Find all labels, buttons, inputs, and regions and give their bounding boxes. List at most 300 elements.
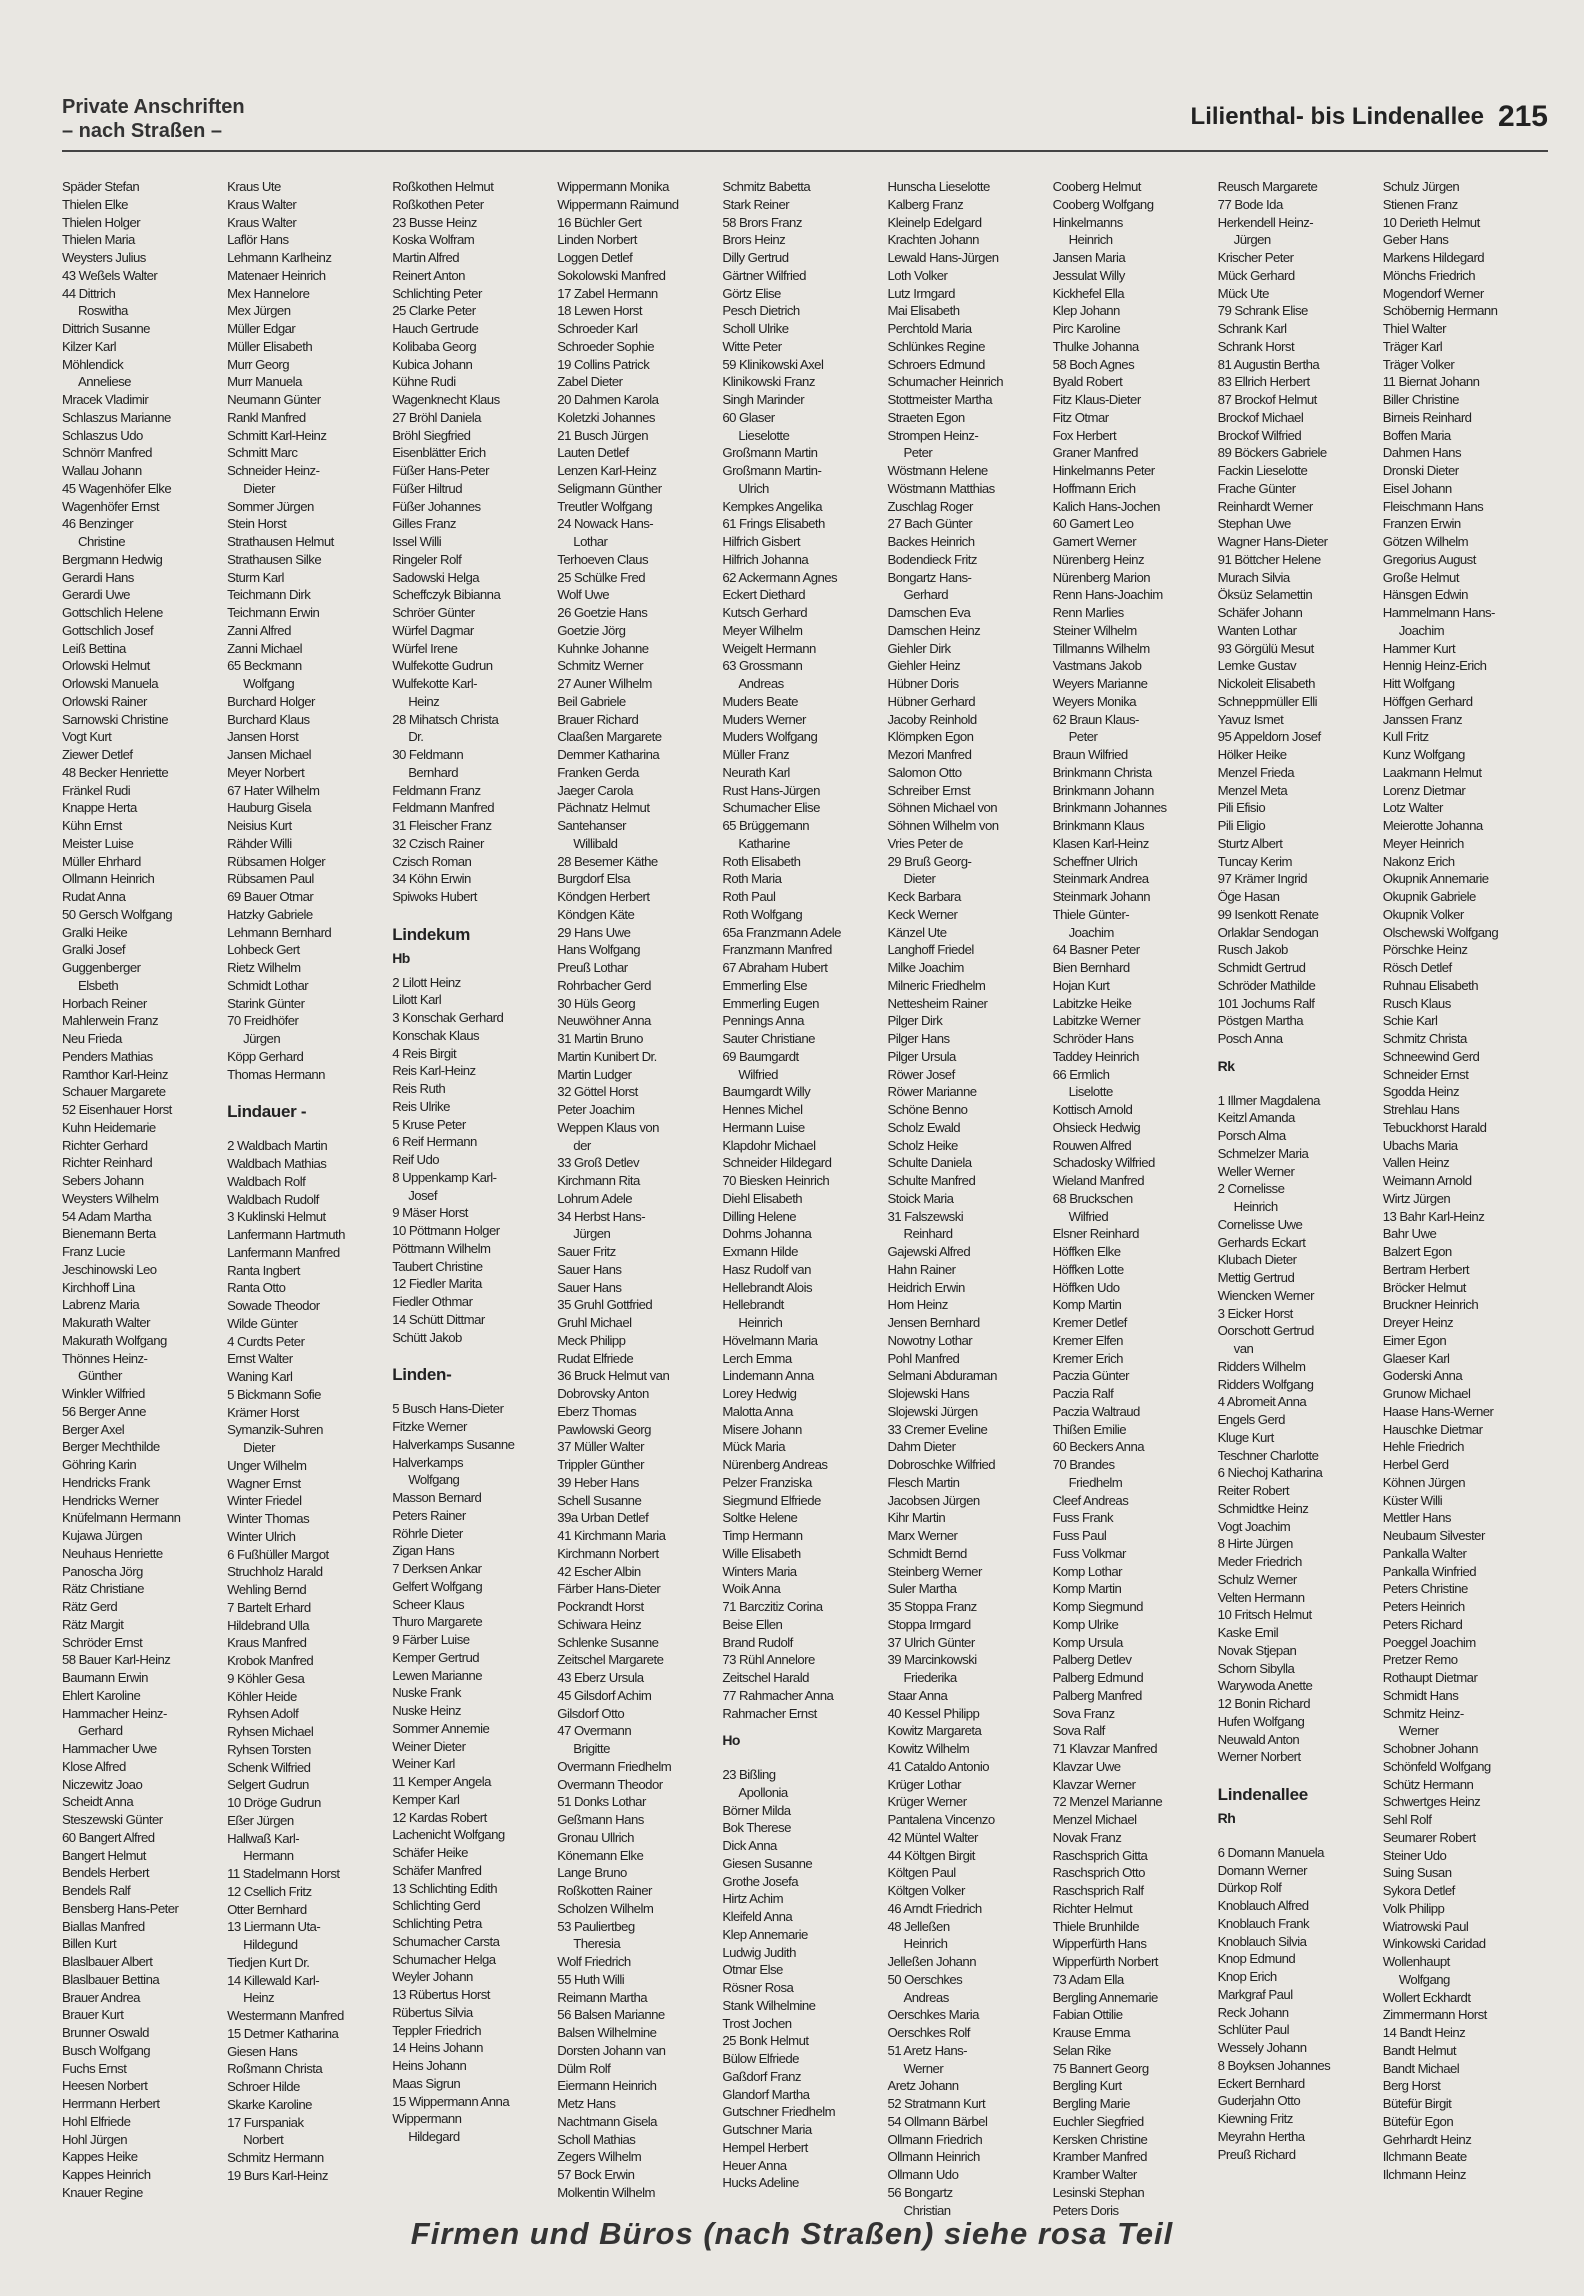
resident-entry: Bahr Uwe (1382, 1226, 1437, 1242)
resident-entry: Dülm Rolf (557, 2060, 611, 2076)
resident-entry: Oorschott Gertrud (1217, 1323, 1314, 1339)
resident-entry: Suing Susan (1382, 1865, 1452, 1881)
resident-entry: Schumacher Carsta (392, 1933, 500, 1949)
directory-column (1218, 178, 1383, 2198)
resident-entry: Pirc Karoline (1052, 321, 1121, 336)
resident-entry: Ernst Walter (227, 1351, 293, 1367)
resident-entry: Reinert Anton (392, 267, 465, 283)
resident-entry: Seumarer Robert (1382, 1829, 1476, 1845)
resident-entry: Brinkmann Johann (1052, 782, 1154, 798)
resident-entry: Schröer Günter (392, 605, 475, 620)
resident-entry: 62 Braun Klaus- (1052, 711, 1139, 727)
resident-entry: Sykora Detlef (1382, 1883, 1455, 1898)
resident-entry: Milneric Friedhelm (887, 977, 986, 993)
resident-entry: 52 Stratmann Kurt (887, 2096, 986, 2111)
resident-entry: Sokolowski Manfred (557, 267, 666, 283)
resident-entry: Ranta Otto (227, 1280, 286, 1296)
resident-entry: Götzen Wilhelm (1382, 534, 1469, 549)
resident-entry: 37 Ulrich Günter (887, 1634, 975, 1650)
resident-entry: Raschsprich Otto (1052, 1865, 1145, 1881)
entry-continuation: Christian (903, 2202, 951, 2218)
resident-entry: Richter Reinhard (62, 1155, 153, 1171)
resident-entry: Fox Herbert (1052, 427, 1117, 443)
street-heading: Lindekum (392, 924, 471, 944)
resident-entry: Glandorf Martha (722, 2086, 810, 2102)
entry-continuation: Wilfried (1068, 1208, 1109, 1224)
resident-entry: Thielen Elke (62, 196, 128, 212)
resident-entry: Velten Hermann (1217, 1589, 1305, 1605)
resident-entry: Guggenberger (62, 960, 141, 975)
resident-entry: 12 Fiedler Marita (392, 1276, 482, 1292)
resident-entry: 5 Bickmann Sofie (227, 1386, 321, 1402)
resident-entry: Menzel Meta (1217, 782, 1288, 798)
resident-entry: Hinkelmanns Peter (1052, 463, 1155, 478)
resident-entry: Rähder Willi (227, 835, 292, 851)
resident-entry: Mex Hannelore (227, 285, 310, 301)
resident-entry: Pilger Dirk (887, 1013, 943, 1029)
resident-entry: Euchler Siegfried (1052, 2113, 1144, 2129)
resident-entry: Bienemann Berta (62, 1226, 156, 1242)
resident-entry: Makurath Wolfgang (62, 1332, 167, 1348)
resident-entry: Hövelmann Maria (722, 1332, 818, 1348)
resident-entry: Emmerling Else (722, 977, 808, 993)
resident-entry: Preuß Lothar (557, 960, 628, 975)
resident-entry: Glaeser Karl (1382, 1350, 1450, 1366)
district-code: Rh (1217, 1810, 1236, 1826)
resident-entry: Perchtold Maria (887, 321, 972, 336)
entry-continuation: van (1233, 1341, 1254, 1356)
resident-entry: Schreiber Ernst (887, 782, 971, 798)
resident-entry: Paczia Waltraud (1052, 1403, 1140, 1419)
resident-entry: Mezori Manfred (887, 747, 972, 762)
resident-entry: Brauer Richard (557, 711, 639, 727)
resident-entry: 65 Beckmann (227, 658, 302, 674)
resident-entry: Sarnowski Christine (62, 711, 169, 727)
resident-entry: Nuske Frank (392, 1685, 461, 1701)
resident-entry: Okupnik Gabriele (1382, 889, 1476, 904)
entry-continuation: Anneliese (78, 374, 131, 390)
resident-entry: 89 Böckers Gabriele (1217, 445, 1327, 461)
resident-entry: Gamert Werner (1052, 534, 1137, 549)
resident-entry: Schmitz Werner (557, 658, 644, 674)
resident-entry: Hübner Gerhard (887, 693, 976, 709)
resident-entry: Issel Willi (392, 534, 442, 549)
resident-entry: Eberz Thomas (557, 1403, 637, 1419)
resident-entry: Schroeder Sophie (557, 338, 655, 354)
resident-entry: Füßer Hans-Peter (392, 463, 489, 478)
resident-entry: 9 Köhler Gesa (227, 1670, 305, 1686)
resident-entry: 44 Költgen Birgit (887, 1847, 975, 1863)
resident-entry: Birneis Reinhard (1382, 409, 1472, 425)
resident-entry: Große Helmut (1382, 569, 1459, 585)
resident-entry: 73 Adam Ella (1052, 1971, 1124, 1987)
resident-entry: Waldbach Mathias (227, 1156, 327, 1171)
resident-entry: Roth Maria (722, 871, 782, 887)
resident-entry: Kühne Rudi (392, 374, 456, 390)
resident-entry: Franz Lucie (62, 1244, 125, 1259)
resident-entry: Kempkes Angelika (722, 498, 823, 514)
footer-note: Firmen und Büros (nach Straßen) siehe rosa Teil (410, 2216, 1174, 2251)
resident-entry: Thiele Brunhilde (1052, 1918, 1140, 1934)
resident-entry: Könemann Elke (557, 1847, 644, 1863)
resident-entry: Mai Elisabeth (887, 303, 960, 319)
resident-entry: Teppler Friedrich (392, 2022, 482, 2038)
directory-column (722, 178, 887, 2198)
resident-entry: Fitzke Werner (392, 1419, 467, 1434)
resident-entry: Richter Gerhard (62, 1137, 148, 1153)
resident-entry: Sowade Theodor (227, 1298, 320, 1313)
resident-entry: Pohl Manfred (887, 1350, 960, 1366)
resident-entry: Lerch Emma (722, 1350, 792, 1366)
resident-entry: Struchholz Harald (227, 1564, 323, 1580)
resident-entry: Lanfermann Manfred (227, 1244, 340, 1260)
resident-entry: Kalich Hans-Jochen (1052, 498, 1160, 514)
resident-entry: Hennig Heinz-Erich (1382, 658, 1487, 674)
resident-entry: 54 Adam Martha (62, 1208, 152, 1224)
resident-entry: Wulfekotte Karl- (392, 676, 477, 691)
resident-entry: Krämer Horst (227, 1404, 299, 1420)
resident-entry: Pesch Dietrich (722, 303, 800, 319)
resident-entry: 9 Mäser Horst (392, 1205, 468, 1221)
resident-entry: 2 Lilott Heinz (392, 974, 461, 990)
resident-entry: Herrmann Herbert (62, 2096, 160, 2111)
resident-entry: Köpp Gerhard (227, 1048, 304, 1064)
resident-entry: Komp Martin (1052, 1581, 1122, 1597)
resident-entry: Hammelmann Hans- (1382, 605, 1495, 620)
resident-entry: Fleischmann Hans (1382, 498, 1484, 514)
resident-entry: Köndgen Herbert (557, 889, 650, 904)
resident-entry: Träger Karl (1382, 338, 1443, 354)
resident-entry: 59 Klinikowski Axel (722, 356, 824, 372)
resident-entry: 73 Rühl Annelore (722, 1652, 815, 1668)
resident-entry: Reiter Robert (1217, 1483, 1289, 1498)
resident-entry: Dobroschke Wilfried (887, 1457, 996, 1472)
spacer (227, 1127, 392, 1137)
resident-entry: Neu Frieda (62, 1031, 122, 1046)
resident-entry: 41 Kirchmann Maria (557, 1528, 666, 1543)
resident-entry: Krobok Manfred (227, 1653, 314, 1668)
resident-entry: 44 Dittrich (62, 285, 116, 301)
resident-entry: Orlowski Manuela (62, 676, 159, 691)
resident-entry: Meierotte Johanna (1382, 818, 1483, 833)
street-heading: Lindauer - (227, 1102, 307, 1122)
resident-entry: 65a Franzmann Adele (722, 924, 841, 940)
resident-entry: 12 Kardas Robert (392, 1809, 487, 1825)
resident-entry: Brinkmann Klaus (1052, 818, 1144, 833)
resident-entry: Schmitz Babetta (722, 179, 811, 194)
resident-entry: Orlaklar Sendogan (1217, 924, 1319, 940)
resident-entry: Schulz Werner (1217, 1571, 1297, 1587)
resident-entry: Röwer Marianne (887, 1084, 977, 1100)
resident-entry: 17 Zabel Hermann (557, 285, 658, 301)
resident-entry: Neisius Kurt (227, 818, 292, 833)
resident-entry: Lotz Walter (1382, 800, 1443, 816)
resident-entry: Höffken Udo (1052, 1279, 1120, 1295)
resident-entry: Dohms Johanna (722, 1226, 812, 1242)
resident-entry: 11 Kemper Angela (392, 1774, 491, 1789)
resident-entry: Wollenhaupt (1382, 1954, 1450, 1969)
resident-entry: 29 Bruß Georg- (887, 853, 972, 869)
resident-entry: Hohl Jürgen (62, 2131, 128, 2147)
resident-entry: Schlünkes Regine (887, 338, 985, 354)
resident-entry: Schmelzer Maria (1217, 1145, 1309, 1161)
resident-entry: Hauschke Dietmar (1382, 1421, 1483, 1437)
resident-entry: Seligmann Günther (557, 480, 662, 496)
resident-entry: Schrank Horst (1217, 338, 1295, 354)
resident-entry: Hellebrandt (722, 1297, 784, 1313)
resident-entry: Gajewski Alfred (887, 1244, 971, 1259)
resident-entry: Weyler Johann (392, 1969, 473, 1985)
resident-entry: Burchard Klaus (227, 711, 310, 727)
resident-entry: 3 Eicker Horst (1217, 1305, 1293, 1321)
resident-entry: 29 Hans Uwe (557, 924, 631, 940)
resident-entry: Sturm Karl (227, 569, 284, 585)
resident-entry: Eßer Jürgen (227, 1812, 294, 1828)
resident-entry: Staar Anna (887, 1687, 948, 1703)
resident-entry: Wiatrowski Paul (1382, 1918, 1469, 1934)
resident-entry: Würfel Irene (392, 640, 458, 656)
resident-entry: Reimann Martha (557, 1989, 648, 2005)
entry-continuation: Liselotte (1068, 1084, 1113, 1100)
resident-entry: Rouwen Alfred (1052, 1137, 1132, 1153)
resident-entry: Klömpken Egon (887, 729, 974, 745)
resident-entry: Schlüter Paul (1217, 2022, 1289, 2038)
resident-entry: Czisch Roman (392, 853, 472, 869)
resident-entry: 56 Balsen Marianne (557, 2007, 665, 2023)
resident-entry: Neubaum Silvester (1382, 1528, 1485, 1543)
resident-entry: 65 Brüggemann (722, 818, 810, 833)
resident-entry: Stoppa Irmgard (887, 1616, 971, 1632)
resident-entry: Tuncay Kerim (1217, 853, 1292, 869)
resident-entry: Lorey Hedwig (722, 1386, 797, 1401)
resident-entry: Winter Friedel (227, 1493, 302, 1509)
resident-entry: Koletzki Johannes (557, 409, 655, 425)
resident-entry: Hellebrandt Alois (722, 1279, 812, 1295)
resident-entry: 8 Uppenkamp Karl- (392, 1169, 497, 1185)
resident-entry: Thönnes Heinz- (62, 1350, 148, 1366)
resident-entry: Hitt Wolfgang (1382, 676, 1455, 691)
resident-entry: 60 Glaser (722, 409, 775, 425)
entry-continuation: Lothar (573, 534, 608, 549)
resident-entry: Schmidt Hans (1382, 1687, 1459, 1703)
entry-continuation: Elsbeth (78, 977, 119, 993)
resident-entry: Rübsamen Holger (227, 853, 326, 869)
resident-entry: Beise Ellen (722, 1616, 783, 1632)
resident-entry: Gerardi Uwe (62, 587, 130, 603)
entry-continuation: Reinhard (903, 1226, 953, 1242)
resident-entry: Ryhsen Adolf (227, 1706, 299, 1722)
resident-entry: Wipperfürth Hans (1052, 1936, 1147, 1952)
resident-entry: Wagner Hans-Dieter (1217, 534, 1328, 549)
entry-continuation: Norbert (243, 2132, 284, 2148)
resident-entry: Salomon Otto (887, 764, 962, 780)
resident-entry: Weysters Wilhelm (62, 1190, 159, 1206)
entry-continuation: Peter (903, 445, 933, 461)
resident-entry: Kilzer Karl (62, 338, 117, 354)
resident-entry: Rätz Christiane (62, 1581, 144, 1597)
entry-continuation: Dr. (408, 729, 424, 745)
resident-entry: Wilde Günter (227, 1315, 298, 1331)
resident-entry: Dronski Dieter (1382, 463, 1459, 478)
resident-entry: Hans Wolfgang (557, 942, 641, 958)
resident-entry: 58 Brors Franz (722, 214, 802, 230)
entry-continuation: Werner (1398, 1723, 1439, 1739)
resident-entry: 9 Färber Luise (392, 1632, 470, 1647)
resident-entry: Wolf Friedrich (557, 1954, 631, 1969)
resident-entry: Hasz Rudolf van (722, 1261, 811, 1277)
resident-entry: Hauch Gertrude (392, 321, 479, 336)
resident-entry: Meck Philipp (557, 1332, 626, 1348)
running-header-right (1191, 100, 1548, 134)
resident-entry: Schie Karl (1382, 1013, 1438, 1029)
resident-entry: Taubert Christine (392, 1258, 483, 1274)
resident-entry: Kolibaba Georg (392, 338, 477, 354)
resident-entry: Jansen Maria (1052, 250, 1126, 265)
resident-entry: 93 Görgülü Mesut (1217, 640, 1314, 656)
entry-continuation: Brigitte (573, 1741, 610, 1756)
resident-entry: Busch Wolfgang (62, 2042, 151, 2058)
resident-entry: Eckert Diethard (722, 587, 806, 603)
resident-entry: Sadowski Helga (392, 569, 480, 585)
resident-entry: Färber Hans-Dieter (557, 1581, 661, 1597)
resident-entry: Brinkmann Christa (1052, 764, 1152, 780)
resident-entry: Eimer Egon (1382, 1332, 1447, 1348)
resident-entry: 63 Grossmann (722, 658, 803, 674)
resident-entry: Zeitschel Harald (722, 1670, 809, 1685)
resident-entry: Dobrovsky Anton (557, 1386, 649, 1401)
resident-entry: Hunscha Lieselotte (887, 179, 990, 194)
resident-entry: Heesen Norbert (62, 2078, 148, 2094)
resident-entry: 28 Besemer Käthe (557, 853, 658, 869)
resident-entry: 51 Donks Lothar (557, 1794, 646, 1810)
resident-entry: 19 Burs Karl-Heinz (227, 2167, 328, 2183)
resident-entry: Martin Alfred (392, 250, 460, 265)
resident-entry: Gilsdorf Otto (557, 1705, 625, 1721)
resident-entry: Schmitz Heinz- (1382, 1705, 1464, 1721)
resident-entry: Overmann Friedhelm (557, 1758, 672, 1774)
resident-entry: Mück Gerhard (1217, 267, 1295, 283)
resident-entry: Hucks Adeline (722, 2175, 799, 2191)
resident-entry: Großmann Martin- (722, 463, 822, 478)
entry-continuation: Apollonia (738, 1784, 788, 1800)
street-heading: Lindenallee (1217, 1785, 1308, 1804)
resident-entry: Ruhnau Elisabeth (1382, 977, 1479, 993)
resident-entry: Hauburg Gisela (227, 800, 312, 816)
resident-entry: Peters Richard (1382, 1616, 1463, 1632)
resident-entry: Suler Martha (887, 1581, 957, 1597)
resident-entry: Billen Kurt (62, 1936, 117, 1952)
resident-entry: Terhoeven Claus (557, 551, 648, 567)
resident-entry: Steinmark Andrea (1052, 871, 1149, 887)
resident-entry: Vastmans Jakob (1052, 658, 1142, 674)
resident-entry: Ranta Ingbert (227, 1262, 300, 1278)
resident-entry: Palberg Detlev (1052, 1652, 1132, 1668)
resident-entry: 42 Escher Albin (557, 1563, 641, 1579)
resident-entry: 12 Bonin Richard (1217, 1696, 1311, 1711)
resident-entry: Makurath Walter (62, 1315, 150, 1330)
resident-entry: Engels Gerd (1217, 1412, 1285, 1427)
resident-entry: Brors Heinz (722, 232, 786, 248)
resident-entry: Schulte Daniela (887, 1155, 972, 1171)
resident-entry: Pilger Hans (887, 1031, 950, 1046)
resident-entry: Göhring Karin (62, 1457, 137, 1472)
resident-entry: Brauer Kurt (62, 2007, 124, 2023)
entry-continuation: Lieselotte (738, 427, 790, 443)
resident-entry: Krüger Werner (887, 1794, 967, 1810)
resident-entry: Schlichting Peter (392, 285, 482, 301)
resident-entry: Peters Heinrich (1382, 1599, 1465, 1614)
resident-entry: Strompen Heinz- (887, 427, 979, 443)
resident-entry: Berg Horst (1382, 2078, 1441, 2094)
resident-entry: 31 Falszewski (887, 1208, 964, 1224)
resident-entry: Schlaszus Udo (62, 427, 143, 443)
resident-entry: Dilling Helene (722, 1208, 797, 1224)
resident-entry: Reif Udo (392, 1152, 440, 1167)
resident-entry: Gottschlich Helene (62, 605, 163, 620)
resident-entry: Aretz Johann (887, 2078, 959, 2094)
resident-entry: Keck Werner (887, 906, 958, 922)
entry-continuation: Heinrich (1068, 232, 1113, 248)
entry-continuation: Gerhard (903, 587, 948, 603)
resident-entry: Hennes Michel (722, 1102, 803, 1117)
entry-continuation: Wolfgang (1398, 1971, 1450, 1987)
resident-entry: Ollmann Heinrich (887, 2149, 980, 2165)
resident-entry: Kleifeld Anna (722, 1909, 793, 1924)
district-code: Hb (392, 949, 410, 966)
resident-entry: 97 Krämer Ingrid (1217, 871, 1308, 887)
resident-entry: 27 Auner Wilhelm (557, 676, 652, 691)
resident-entry: 87 Brockof Helmut (1217, 392, 1317, 407)
resident-entry: Peter Joachim (557, 1102, 635, 1117)
resident-entry: Spiwoks Hubert (392, 889, 477, 904)
resident-entry: 77 Rahmacher Anna (722, 1687, 834, 1703)
resident-entry: Schrank Karl (1217, 321, 1287, 336)
entry-continuation: Andreas (903, 1989, 949, 2005)
resident-entry: Kersken Christine (1052, 2131, 1148, 2147)
resident-entry: Dilly Gertrud (722, 250, 789, 265)
resident-entry: Känzel Ute (887, 924, 947, 940)
resident-entry: Ryhsen Michael (227, 1724, 314, 1739)
resident-entry: Gronau Ullrich (557, 1829, 634, 1845)
resident-entry: Schroeder Karl (557, 321, 638, 336)
resident-entry: 83 Ellrich Herbert (1217, 374, 1310, 390)
resident-entry: 7 Derksen Ankar (392, 1561, 482, 1576)
resident-entry: Kühn Ernst (62, 818, 122, 833)
resident-entry: Schlaszus Marianne (62, 409, 171, 425)
resident-entry: Krachten Johann (887, 232, 979, 248)
resident-entry: Träger Volker (1382, 356, 1455, 372)
resident-entry: Steiner Udo (1382, 1847, 1447, 1863)
resident-entry: Symanzik-Suhren (227, 1422, 323, 1438)
resident-entry: Winkowski Caridad (1382, 1936, 1486, 1952)
resident-entry: Brand Rudolf (722, 1634, 793, 1650)
resident-entry: Möhlendick (62, 356, 124, 372)
resident-entry: Schroers Edmund (887, 356, 985, 372)
resident-entry: Bütefür Egon (1382, 2113, 1454, 2129)
resident-entry: Mahlerwein Franz (62, 1013, 159, 1029)
entry-continuation: Jürgen (573, 1226, 611, 1242)
resident-entry: Starink Günter (227, 995, 305, 1011)
resident-entry: Peters Rainer (392, 1507, 466, 1523)
resident-entry: Steszewski Günter (62, 1812, 163, 1827)
resident-entry: Költgen Paul (887, 1865, 956, 1881)
resident-entry: Blaslbauer Albert (62, 1954, 153, 1969)
resident-entry: Lohrum Adele (557, 1190, 633, 1206)
page-number: 215 (1497, 100, 1548, 133)
resident-entry: Damschen Heinz (887, 622, 981, 638)
directory-column (227, 178, 392, 2198)
resident-entry: Knappe Herta (62, 800, 137, 816)
